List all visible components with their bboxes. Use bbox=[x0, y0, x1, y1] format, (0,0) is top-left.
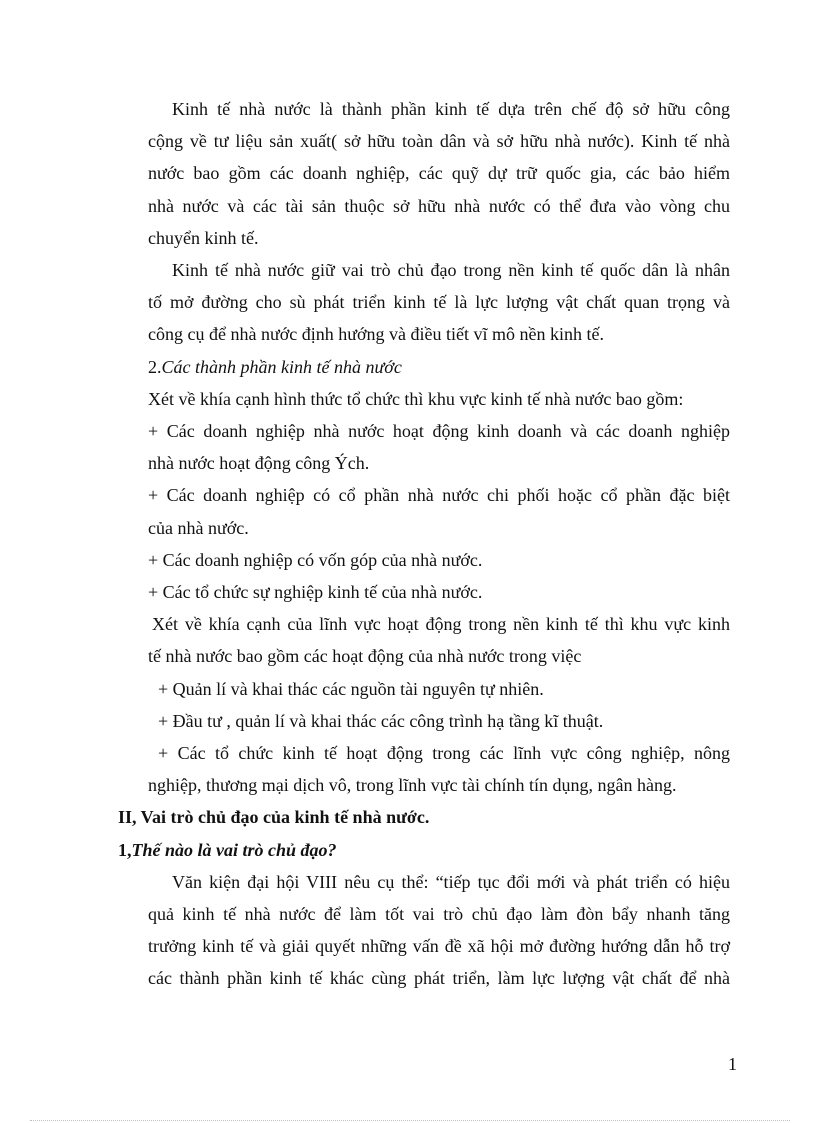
body-line: các thành phần kinh tế khác cùng phát triển, làm lực lượng vật chất để nhà bbox=[148, 968, 730, 989]
field-intro-line: Xét về khía cạnh của lĩnh vực hoạt động trong nền kinh tế thì khu vực kinh bbox=[152, 614, 730, 635]
body-line: chuyển kinh tế. bbox=[148, 227, 259, 248]
section-2-number: 2. bbox=[148, 356, 162, 377]
body-line: quả kinh tế nhà nước để làm tốt vai trò chủ đạo làm đòn bẩy nhanh tăng bbox=[148, 904, 730, 925]
list-item: + Các tổ chức kinh tế hoạt động trong các lĩnh vực công nghiệp, nông bbox=[158, 743, 730, 764]
page-number: 1 bbox=[728, 1054, 737, 1074]
list-item: + Đầu tư , quản lí và khai thác các công trình hạ tầng kĩ thuật. bbox=[158, 710, 604, 731]
heading-1 bbox=[118, 834, 700, 866]
heading-1-number: 1, bbox=[118, 839, 132, 860]
section-2-heading bbox=[148, 351, 730, 383]
body-line: Kinh tế nhà nước là thành phần kinh tế dựa trên chế độ sở hữu công bbox=[172, 99, 730, 119]
field-intro-line: tế nhà nước bao gồm các hoạt động của nhà nước trong việc bbox=[148, 646, 582, 667]
body-line: nhà nước và các tài sản thuộc sở hữu nhà nước có thể đưa vào vòng chu bbox=[148, 195, 730, 216]
list-item: + Các doanh nghiệp nhà nước hoạt động kinh doanh và các doanh nghiệp bbox=[148, 421, 730, 442]
heading-ii: II, Vai trò chủ đạo của kinh tế nhà nước. bbox=[118, 807, 430, 828]
body-line: cộng về tư liệu sản xuất( sở hữu toàn dân và sở hữu nhà nước). Kinh tế nhà bbox=[148, 131, 730, 152]
list-item-continuation: của nhà nước. bbox=[148, 517, 249, 538]
body-line: Văn kiện đại hội VIII nêu cụ thể: “tiếp tục đổi mới và phát triển có hiệu bbox=[172, 871, 730, 892]
list-item: + Quản lí và khai thác các nguồn tài nguyên tự nhiên. bbox=[158, 678, 544, 699]
body-line: Kinh tế nhà nước giữ vai trò chủ đạo trong nền kinh tế quốc dân là nhân bbox=[172, 260, 730, 281]
list-item-continuation: nghiệp, thương mại dịch vô, trong lĩnh vực tài chính tín dụng, ngân hàng. bbox=[148, 775, 677, 796]
body-line: nước bao gồm các doanh nghiệp, các quỹ dự trữ quốc gia, các bảo hiểm bbox=[148, 163, 730, 184]
body-line: công cụ để nhà nước định hướng và điều tiết vĩ mô nền kinh tế. bbox=[148, 324, 604, 345]
form-intro: Xét về khía cạnh hình thức tổ chức thì khu vực kinh tế nhà nước bao gồm: bbox=[148, 388, 684, 409]
heading-1-title: Thế nào là vai trò chủ đạo? bbox=[131, 839, 337, 860]
page-body bbox=[118, 93, 730, 995]
body-line: trưởng kinh tế và giải quyết những vấn đề xã hội mở đường hướng dẫn hỗ trợ bbox=[148, 936, 730, 957]
list-item: + Các tổ chức sự nghiệp kinh tế của nhà nước. bbox=[148, 582, 483, 603]
body-line: tố mở đường cho sù phát triển kinh tế là lực lượng vật chất quan trọng và bbox=[148, 292, 730, 313]
list-item: + Các doanh nghiệp có vốn góp của nhà nước. bbox=[148, 549, 483, 570]
section-2-title: Các thành phần kinh tế nhà nước bbox=[161, 356, 402, 377]
list-item-continuation: nhà nước hoạt động công Ých. bbox=[148, 453, 370, 474]
list-item: + Các doanh nghiệp có cổ phần nhà nước chi phối hoặc cổ phần đặc biệt bbox=[148, 485, 730, 506]
page-bottom-divider bbox=[30, 1120, 790, 1121]
